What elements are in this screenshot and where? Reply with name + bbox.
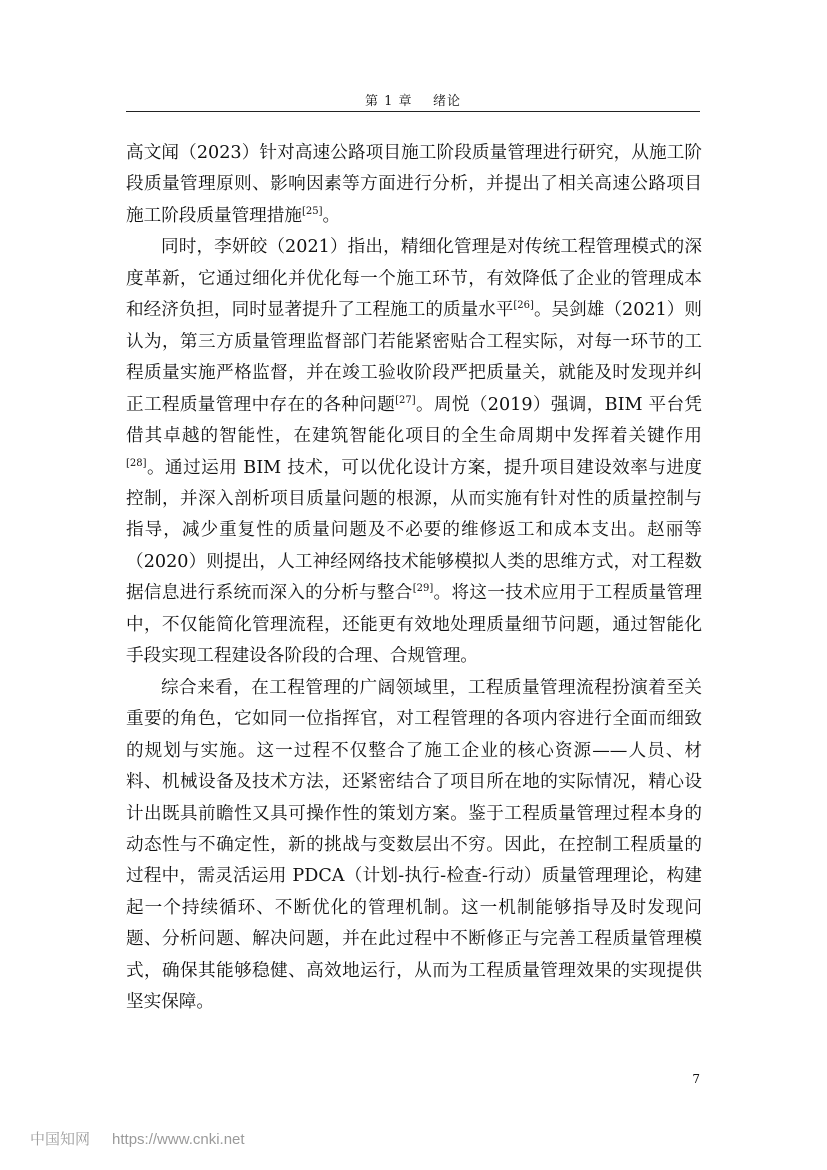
chapter-title: 第 1 章 绪论 xyxy=(364,94,462,109)
paragraph-1-text-2: 。 xyxy=(322,205,341,226)
paragraph-2-text-5: 。将这一技术应用于工程质量管理中，不仅能简化管理流程，还能更有效地处理质量细节问题，通过智能化手段实现工程建设各阶段的合理、合规管理。 xyxy=(126,583,702,667)
paragraph-2-text-4: 。通过运用 BIM 技术，可以优化设计方案，提升项目建设效率与进度控制，并深入剖析项目质量问题的根源，从而实施有针对性的质量控制与指导，减少重复性的质量问题及不必要的维修返工和成本支出。赵丽等（2020）则提出，人工神经网络技术能够模拟人类的思维方式，对工程数据信息进行系统而深入的分析与整合 xyxy=(126,457,702,604)
cnki-watermark xyxy=(30,1128,245,1149)
cnki-url[interactable]: https://www.cnki.net xyxy=(112,1131,245,1148)
paragraph-1 xyxy=(126,138,702,232)
citation-26[interactable]: [26] xyxy=(513,300,534,312)
paragraph-2 xyxy=(126,232,702,672)
paragraph-3-text-1: 综合来看，在工程管理的广阔领域里，工程质量管理流程扮演着至关重要的角色，它如同一位指挥官，对工程管理的各项内容进行全面而细致的规划与实施。这一过程不仅整合了施工企业的核心资源——人员、材料、机械设备及技术方法，还紧密结合了项目所在地的实际情况，精心设计出既具前瞻性又具可操作性的策划方案。鉴于工程质量管理过程本身的动态性与不确定性，新的挑战与变数层出不穷。因此，在控制工程质量的过程中，需灵活运用 PDCA（计划-执行-检查-行动）质量管理理论，构建起一个持续循环、不断优化的管理机制。这一机制能够指导及时发现问题、分析问题、解决问题，并在此过程中不断修正与完善工程质量管理模式，确保其能够稳健、高效地运行，从而为工程质量管理效果的实现提供坚实保障。 xyxy=(126,677,702,1013)
cnki-logo-text: 中国知网 xyxy=(30,1131,91,1148)
page-header xyxy=(126,90,700,109)
paragraph-2-text-1: 同时，李妍皎（2021）指出，精细化管理是对传统工程管理模式的深度革新，它通过细化并优化每一个施工环节，有效降低了企业的管理成本和经济负担，同时显著提升了工程施工的质量水平 xyxy=(126,237,702,321)
paragraph-2-text-3: 。周悦（2019）强调，BIM 平台凭借其卓越的智能性，在建筑智能化项目的全生命周期中发挥着关键作用 xyxy=(126,394,702,447)
page-number: 7 xyxy=(692,1072,700,1086)
paragraph-3 xyxy=(126,673,702,1019)
citation-27[interactable]: [27] xyxy=(395,394,416,406)
citation-25[interactable]: [25] xyxy=(301,206,323,218)
body-text xyxy=(126,138,702,1019)
header-divider xyxy=(126,111,700,112)
paragraph-2-text-2: 。吴剑雄（2021）则认为，第三方质量管理监督部门若能紧密贴合工程实际，对每一环节的工程质量实施严格监督，并在竣工验收阶段严把质量关，就能及时发现并纠正工程质量管理中存在的各种问题 xyxy=(126,300,702,415)
citation-28[interactable]: [28] xyxy=(126,457,147,469)
paragraph-1-text-1: 高文闻（2023）针对高速公路项目施工阶段质量管理进行研究，从施工阶段质量管理原则、影响因素等方面进行分析，并提出了相关高速公路项目施工阶段质量管理措施 xyxy=(126,143,702,226)
citation-29[interactable]: [29] xyxy=(412,583,434,595)
